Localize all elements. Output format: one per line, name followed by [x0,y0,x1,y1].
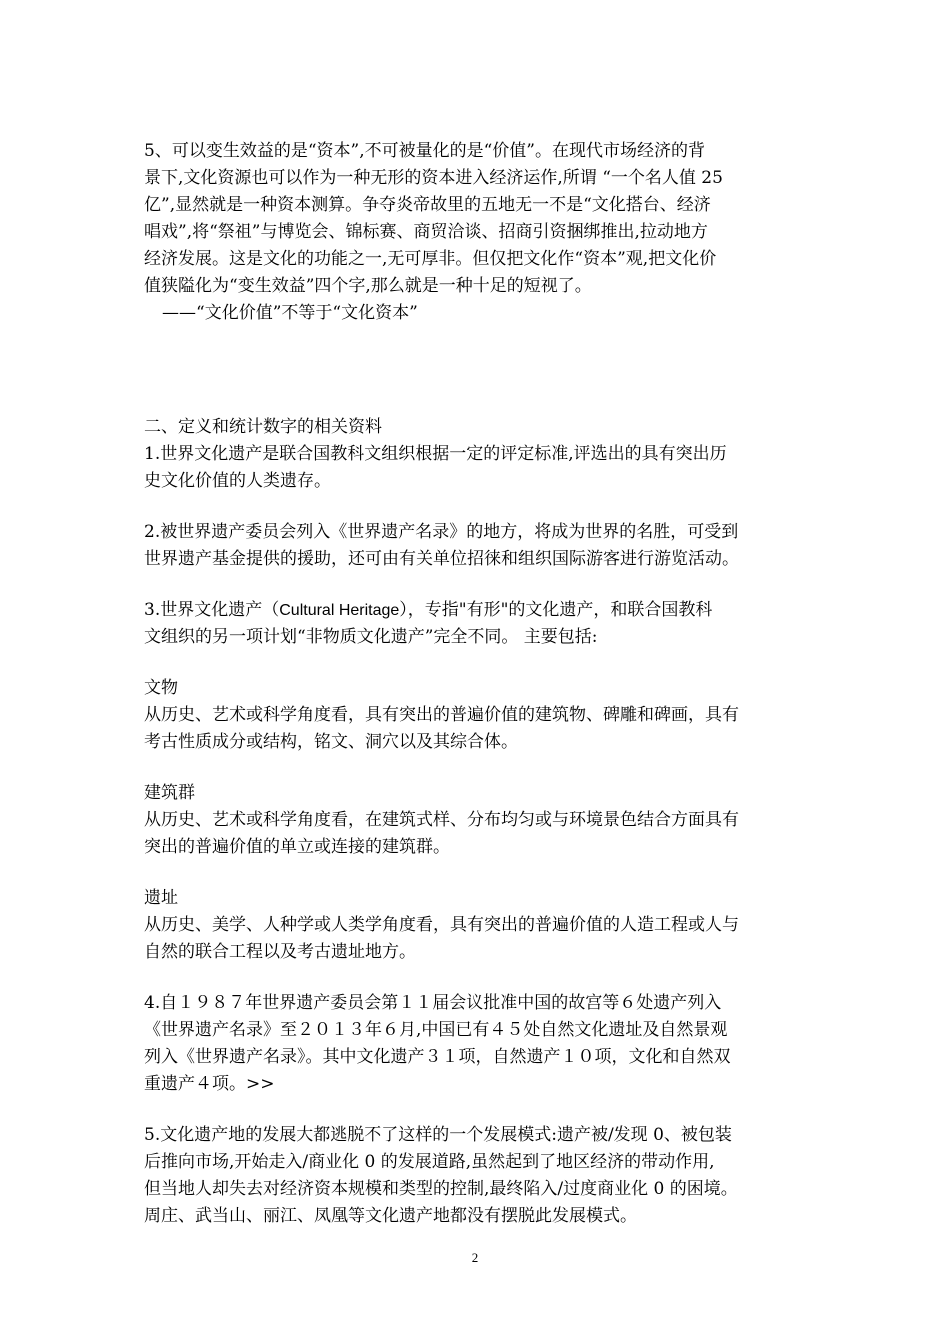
quote-source: ——“文化价值”不等于“文化资本” [162,303,418,323]
spacer [144,1098,814,1122]
text-line: 突出的普遍价值的单立或连接的建筑群。 [144,837,450,857]
item-2 [144,519,814,573]
text-line: 从历史、美学、人种学或人类学角度看，具有突出的普遍价值的人造工程或人与 [144,915,739,935]
text-line: 重遗产４项。>> [144,1074,275,1094]
paragraph-capital-vs-value [144,138,814,300]
category-sites [144,885,814,966]
spacer [144,651,814,675]
text-line: 从历史、艺术或科学角度看，具有突出的普遍价值的建筑物、碑雕和碑画，具有 [144,705,739,725]
item-3-prefix: 3.世界文化遗产（ [144,600,280,620]
text-line: 2.被世界遗产委员会列入《世界遗产名录》的地方，将成为世界的名胜，可受到 [144,522,739,542]
text-line: 列入《世界遗产名录》。其中文化遗产３１项，自然遗产１０项，文化和自然双 [144,1047,731,1067]
text-line: 5、可以变生效益的是“资本”,不可被量化的是“价值”。在现代市场经济的背 [144,141,705,161]
text-line: 1.世界文化遗产是联合国教科文组织根据一定的评定标准,评选出的具有突出历 [144,444,727,464]
category-building-groups [144,780,814,861]
item-5 [144,1122,814,1230]
item-1 [144,441,814,495]
spacer [144,495,814,519]
text-line: 世界遗产基金提供的援助，还可由有关单位招徕和组织国际游客进行游览活动。 [144,549,739,569]
category-title: 建筑群 [144,783,195,803]
item-3 [144,597,814,651]
category-relics [144,675,814,756]
text-line: 唱戏”,将“祭祖”与博览会、锦标赛、商贸洽谈、招商引资捆绑推出,拉动地方 [144,222,708,242]
section-heading: 二、定义和统计数字的相关资料 [144,417,382,437]
item-3-rest: ），专指"有形"的文化遗产，和联合国教科 [399,600,713,620]
spacer [144,573,814,597]
text-line: 值狭隘化为“变生效益”四个字,那么就是一种十足的短视了。 [144,276,592,296]
category-title: 文物 [144,678,178,698]
category-title: 遗址 [144,888,178,908]
page-number: 2 [471,1250,479,1265]
text-line: 4.自１９８７年世界遗产委员会第１１届会议批准中国的故宫等６处遗产列入 [144,993,722,1013]
document-body [144,138,814,1230]
text-line: 景下,文化资源也可以作为一种无形的资本进入经济运作,所谓 “一个名人值 25 [144,168,723,188]
spacer [144,756,814,780]
spacer [144,861,814,885]
text-line [144,597,814,624]
text-line: 《世界遗产名录》至２０１３年６月,中国已有４５处自然文化遗址及自然景观 [144,1020,728,1040]
spacer [144,966,814,990]
text-line: 后推向市场,开始走入/商业化 0 的发展道路,虽然起到了地区经济的带动作用, [144,1152,715,1172]
text-line: 考古性质成分或结构，铭文、洞穴以及其综合体。 [144,732,518,752]
spacer [144,327,814,414]
text-line: 从历史、艺术或科学角度看，在建筑式样、分布均匀或与环境景色结合方面具有 [144,810,739,830]
item-3-english-term: Cultural Heritage [279,602,400,619]
text-line: 周庄、武当山、丽江、凤凰等文化遗产地都没有摆脱此发展模式。 [144,1206,637,1226]
text-line: 经济发展。这是文化的功能之一,无可厚非。但仅把文化作“资本”观,把文化价 [144,249,717,269]
text-line: 但当地人却失去对经济资本规模和类型的控制,最终陷入/过度商业化 0 的困境。 [144,1179,738,1199]
text-line: 亿”,显然就是一种资本测算。争夺炎帝故里的五地无一不是“文化搭台、经济 [144,195,711,215]
text-line: 史文化价值的人类遗存。 [144,471,331,491]
item-4 [144,990,814,1098]
text-line: 文组织的另一项计划“非物质文化遗产”完全不同。 主要包括: [144,627,598,647]
text-line: 自然的联合工程以及考古遗址地方。 [144,942,416,962]
text-line: 5.文化遗产地的发展大都逃脱不了这样的一个发展模式:遗产被/发现 0、被包装 [144,1125,732,1145]
